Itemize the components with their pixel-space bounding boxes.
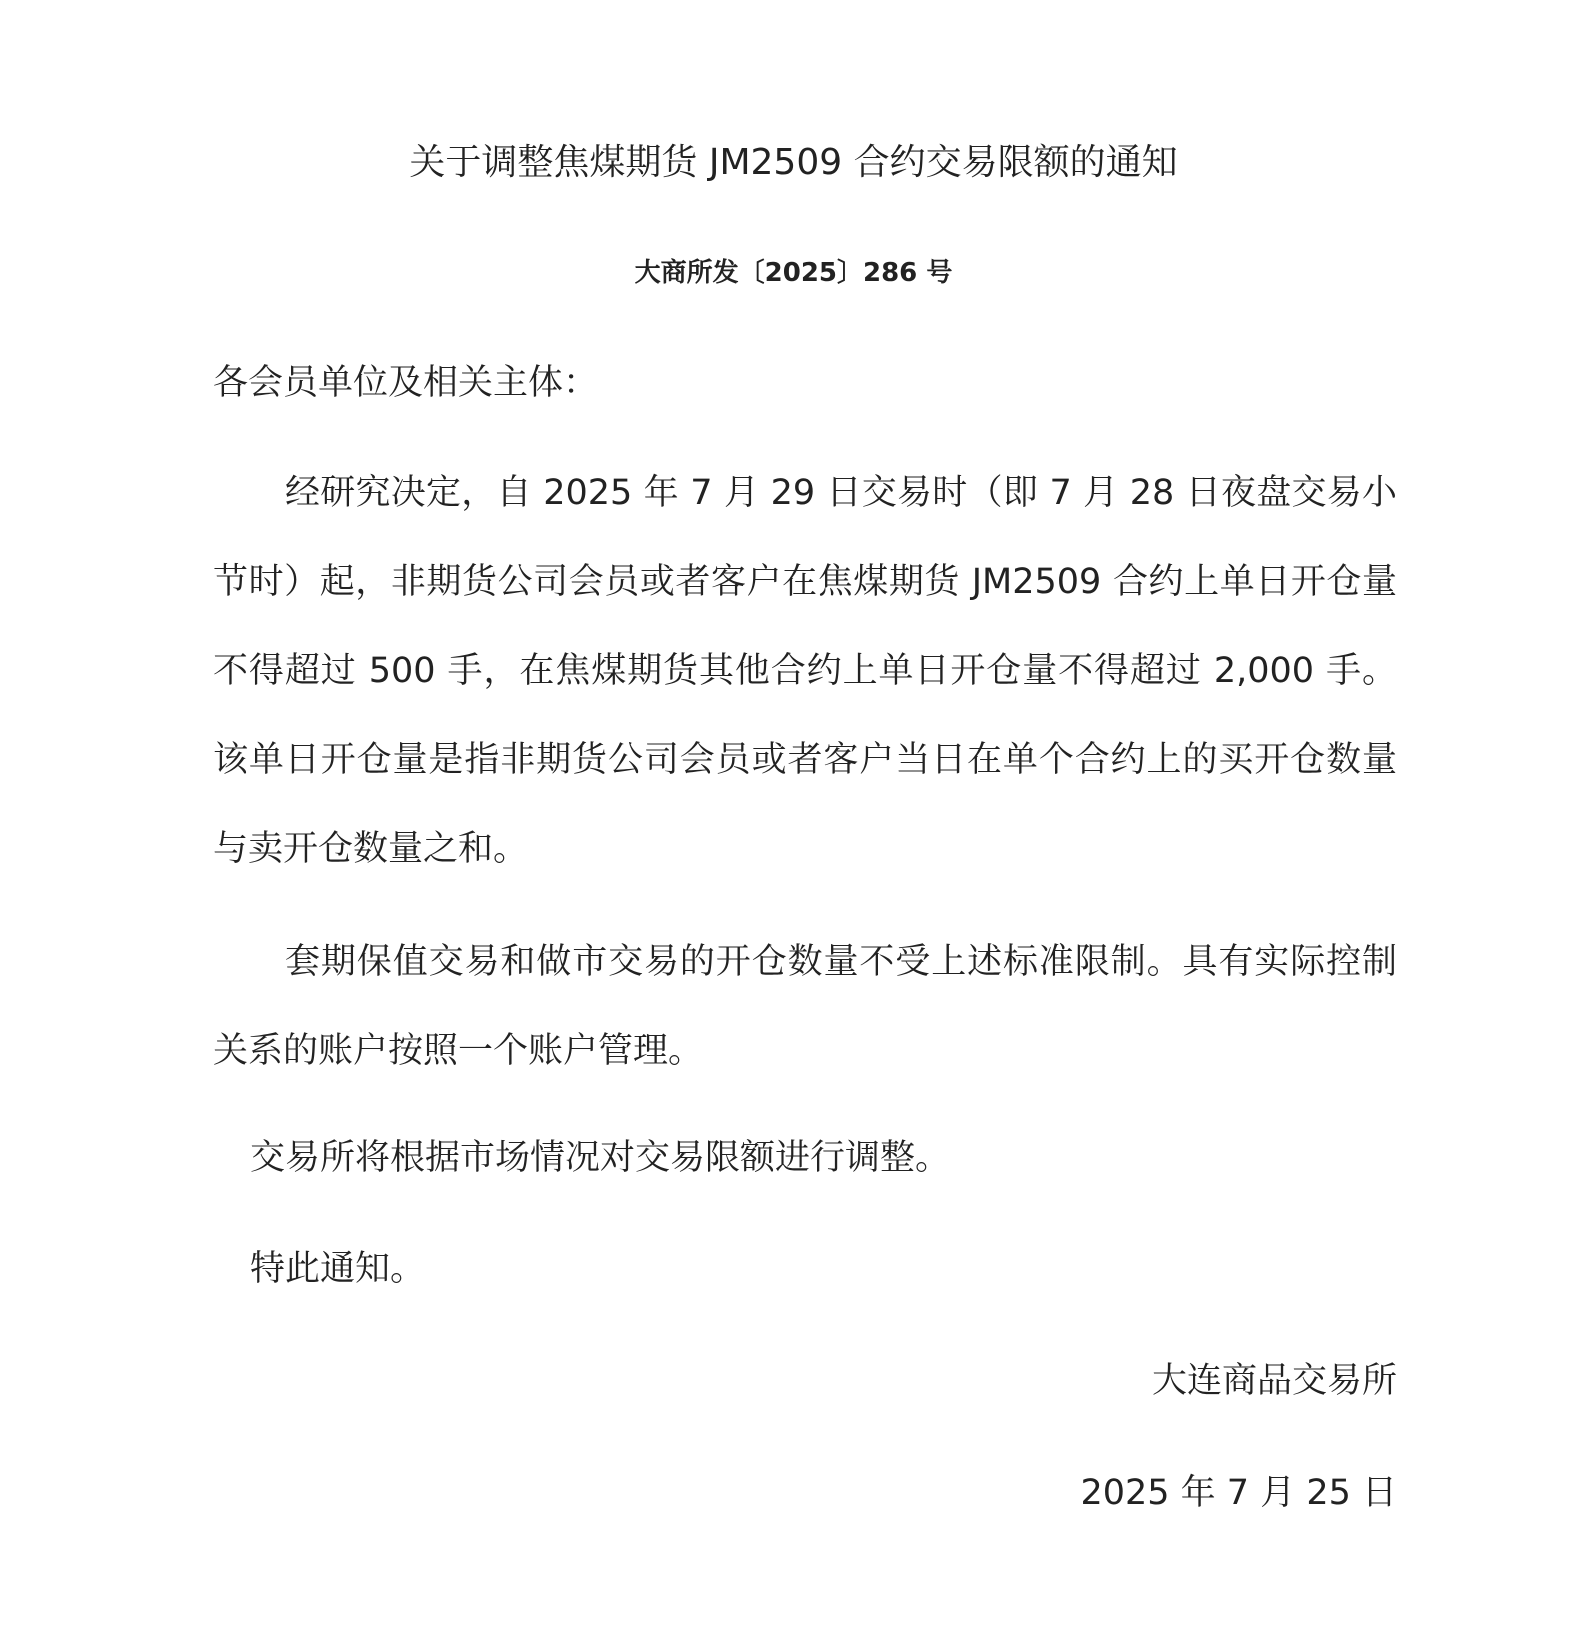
document-number: 大商所发〔2025〕286 号 — [634, 258, 953, 288]
adjustment-note: 交易所将根据市场情况对交易限额进行调整。 — [250, 1138, 951, 1178]
document-title: 关于调整焦煤期货 JM2509 合约交易限额的通知 — [409, 142, 1178, 183]
issuer-signature: 大连商品交易所 — [1151, 1361, 1397, 1401]
issue-date: 2025 年 7 月 25 日 — [1080, 1473, 1397, 1513]
salutation: 各会员单位及相关主体： — [213, 363, 599, 403]
paragraph-trading-limit: 经研究决定，自 2025 年 7 月 29 日交易时（即 7 月 28 日夜盘交易小节时）起，非期货公司会员或者客户在焦煤期货 JM2509 合约上单日开仓量不得超过 500 手，在焦煤期货其他合约上单日开仓量不得超过 2,000 手。该单日开仓量是指非期货公司会员或者客户当日在单个合约上的买开仓数量与卖开仓数量之和。 — [213, 473, 1397, 869]
paragraph-hedging-exemption: 套期保值交易和做市交易的开仓数量不受上述标准限制。具有实际控制关系的账户按照一个账户管理。 — [213, 942, 1397, 1071]
closing-remark: 特此通知。 — [250, 1249, 426, 1289]
